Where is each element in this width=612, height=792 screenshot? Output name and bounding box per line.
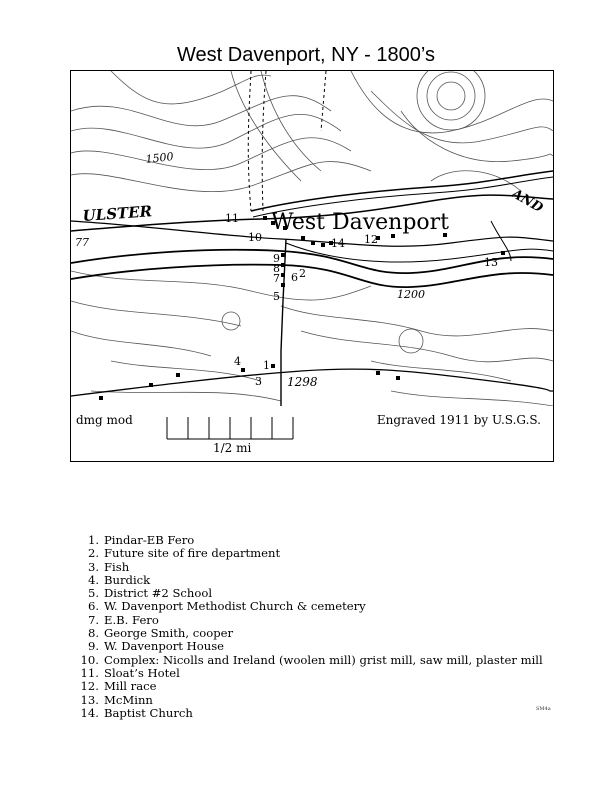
legend-number: 10. <box>80 652 99 667</box>
legend-item <box>77 600 543 613</box>
site-marker-5: 5 <box>273 290 280 303</box>
legend-label: E.B. Fero <box>104 612 159 627</box>
contour-1200-label: 1200 <box>397 288 425 301</box>
site-marker-12: 12 <box>364 233 378 246</box>
site-legend <box>77 534 543 720</box>
site-marker-11: 11 <box>225 212 239 225</box>
legend-label: W. Davenport Methodist Church & cemetery <box>104 599 366 614</box>
map-credit-right: Engraved 1911 by U.S.G.S. <box>376 413 541 427</box>
legend-number: 14. <box>80 705 99 720</box>
site-marker-8: 8 <box>273 262 280 275</box>
legend-number: 8. <box>87 626 99 641</box>
legend-label: Sloat’s Hotel <box>104 665 180 680</box>
legend-number: 1. <box>87 533 99 547</box>
site-marker-9: 9 <box>273 252 280 265</box>
site-marker-1: 1 <box>263 359 270 372</box>
legend-label: District #2 School <box>104 586 213 601</box>
legend-number: 3. <box>87 559 99 574</box>
scale-label: 1/2 mi <box>213 441 252 455</box>
page-title: West Davenport, NY - 1800’s <box>177 44 435 66</box>
page-code: SM4a <box>536 706 551 712</box>
legend-item <box>77 654 543 667</box>
legend-number: 9. <box>87 639 99 654</box>
legend-number: 5. <box>87 586 99 601</box>
town-label: West Davenport <box>271 210 450 235</box>
legend-number: 13. <box>80 692 99 707</box>
contour-lines <box>71 71 553 406</box>
legend-label: Future site of fire department <box>104 546 281 561</box>
legend-label: Mill race <box>104 679 157 694</box>
legend-item <box>77 561 543 574</box>
site-marker-10: 10 <box>248 231 262 244</box>
legend-label: Baptist Church <box>104 705 193 720</box>
legend-item <box>77 707 543 720</box>
legend-item <box>77 574 543 587</box>
legend-label: Pindar-EB Fero <box>104 533 195 547</box>
site-marker-6: 6 <box>291 271 298 284</box>
elevation-1298-label: 1298 <box>287 375 318 389</box>
road-77-label: 77 <box>75 236 89 249</box>
legend-label: George Smith, cooper <box>104 626 234 641</box>
site-marker-3: 3 <box>255 375 262 388</box>
legend-item <box>77 627 543 640</box>
legend-item <box>77 547 543 560</box>
legend-number: 2. <box>87 546 99 561</box>
site-marker-14: 14 <box>331 237 345 250</box>
site-marker-13: 13 <box>484 256 498 269</box>
legend-number: 11. <box>80 665 99 680</box>
legend-number: 7. <box>87 612 99 627</box>
legend-label: Burdick <box>104 572 151 587</box>
legend-item <box>77 534 543 547</box>
legend-number: 6. <box>87 599 99 614</box>
ulster-label: ULSTER <box>82 202 153 225</box>
legend-item <box>77 694 543 707</box>
site-marker-4: 4 <box>234 355 241 368</box>
legend-item <box>77 667 543 680</box>
legend-item <box>77 587 543 600</box>
legend-label: Complex: Nicolls and Ireland (woolen mill) grist mill, saw mill, plaster mill <box>104 652 543 667</box>
and-label: AND <box>509 186 546 217</box>
legend-item <box>77 614 543 627</box>
topographic-map <box>70 70 554 462</box>
legend-label: W. Davenport House <box>104 639 225 654</box>
legend-item <box>77 640 543 653</box>
contour-1500-label: 1500 <box>144 150 175 166</box>
map-artwork <box>71 71 553 461</box>
legend-label: McMinn <box>104 692 153 707</box>
legend-label: Fish <box>104 559 130 574</box>
legend-number: 12. <box>80 679 99 694</box>
site-marker-2: 2 <box>299 267 306 280</box>
site-marker-7: 7 <box>273 272 280 285</box>
map-credit-left: dmg mod <box>76 413 133 427</box>
legend-number: 4. <box>87 572 99 587</box>
legend-item <box>77 680 543 693</box>
